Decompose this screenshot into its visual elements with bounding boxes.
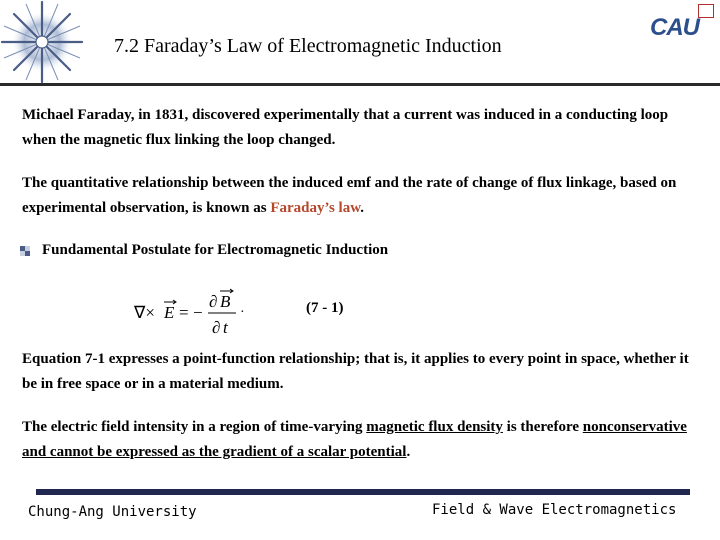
- paragraph-end: .: [360, 200, 364, 216]
- paragraph-point-function: Equation 7-1 expresses a point-function relationship; that is, it applies to every point in space, whether it be in free space or in a material medium.: [22, 351, 689, 392]
- bullet-square-icon: [20, 246, 30, 256]
- paragraph-text: is therefore: [502, 419, 583, 435]
- bullet-label: Fundamental Postulate for Electromagnetic Induction: [42, 242, 389, 258]
- svg-text:E: E: [164, 303, 175, 322]
- paragraph-text: The electric field intensity in a region of time-varying: [22, 419, 367, 435]
- faraday-equation: [132, 283, 262, 339]
- title-divider: [0, 83, 720, 86]
- logo-text: CAU: [650, 14, 699, 41]
- footer-course: Field & Wave Electromagnetics: [432, 502, 677, 518]
- svg-text:∇×: ∇×: [134, 303, 155, 322]
- paragraph-history: Michael Faraday, in 1831, discovered experimentally that a current was induced in a conducting loop when the magnetic flux linking the loop changed.: [22, 107, 669, 148]
- equation-number: (7 - 1): [306, 300, 344, 316]
- nonconservative-link[interactable]: nonconservative and cannot be expressed as the gradient of a scalar potential: [22, 419, 687, 460]
- faraday-law-highlight: Faraday’s law: [270, 200, 361, 216]
- magnetic-flux-density-link[interactable]: magnetic flux density: [366, 419, 503, 435]
- paragraph-nonconservative: [22, 415, 702, 465]
- svg-text:−: −: [193, 303, 203, 322]
- paragraph-faraday-law: [22, 171, 702, 221]
- star-decoration-icon: [0, 0, 90, 88]
- svg-text:=: =: [179, 303, 189, 322]
- slide-title: 7.2 Faraday’s Law of Electromagnetic Induction: [114, 35, 502, 57]
- paragraph-end: .: [406, 444, 411, 460]
- bullet-item: [20, 242, 388, 259]
- logo-mark-icon: [698, 4, 714, 18]
- svg-text:∂: ∂: [212, 318, 221, 337]
- footer-divider: [36, 489, 690, 495]
- svg-text:t: t: [223, 318, 228, 337]
- svg-text:∂: ∂: [209, 292, 218, 311]
- svg-text:B: B: [220, 292, 231, 311]
- university-logo: [646, 4, 716, 48]
- svg-text:·: ·: [240, 305, 245, 320]
- footer-university: Chung-Ang University: [28, 504, 197, 520]
- paragraph-text: The quantitative relationship between the induced emf and the rate of change of flux linkage, based on experimental observation, is known as: [22, 175, 677, 216]
